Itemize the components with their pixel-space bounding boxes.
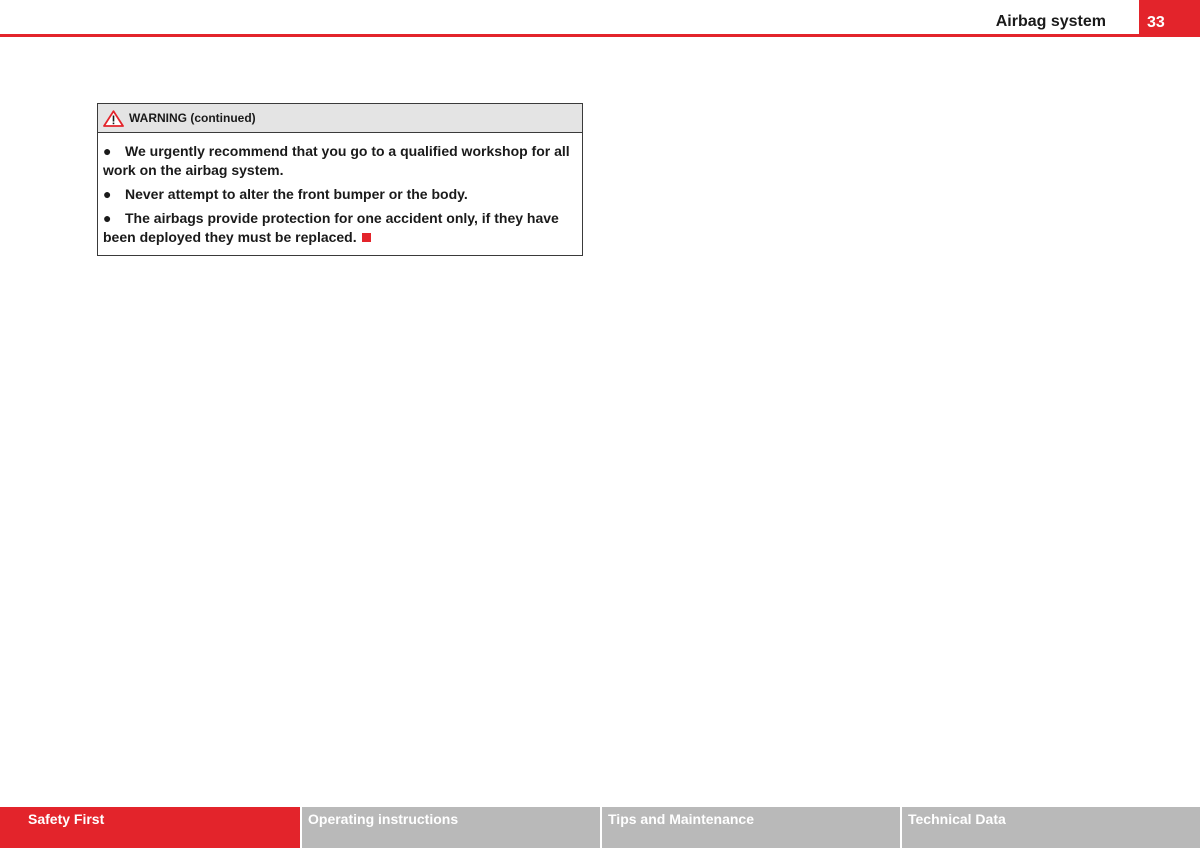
- bullet-icon: ●: [103, 143, 112, 159]
- warning-item: [103, 209, 576, 247]
- end-of-section-icon: [362, 233, 371, 242]
- warning-box: [97, 103, 583, 256]
- page-number: 33: [1139, 0, 1200, 35]
- warning-heading: WARNING (continued): [129, 111, 256, 125]
- warning-item: [103, 142, 576, 180]
- tab-technical-data[interactable]: Technical Data: [900, 807, 1200, 848]
- header-divider: [0, 34, 1200, 37]
- bullet-icon: ●: [103, 210, 112, 226]
- warning-item-text: Never attempt to alter the front bumper or the body.: [125, 186, 468, 202]
- warning-item-text: We urgently recommend that you go to a qualified workshop for all work on the airbag system.: [103, 143, 570, 178]
- section-title: Airbag system: [995, 13, 1106, 30]
- warning-item-text: The airbags provide protection for one accident only, if they have been deployed they must be replaced.: [103, 210, 559, 245]
- warning-triangle-icon: [103, 110, 124, 127]
- tab-tips-and-maintenance[interactable]: Tips and Maintenance: [600, 807, 900, 848]
- warning-body: [98, 133, 582, 255]
- bullet-icon: ●: [103, 186, 112, 202]
- page-header: [0, 0, 1200, 38]
- tab-operating-instructions[interactable]: Operating instructions: [300, 807, 600, 848]
- warning-item: [103, 185, 576, 204]
- footer-nav: [0, 807, 1200, 848]
- warning-header: [98, 104, 582, 133]
- tab-safety-first[interactable]: Safety First: [0, 807, 300, 848]
